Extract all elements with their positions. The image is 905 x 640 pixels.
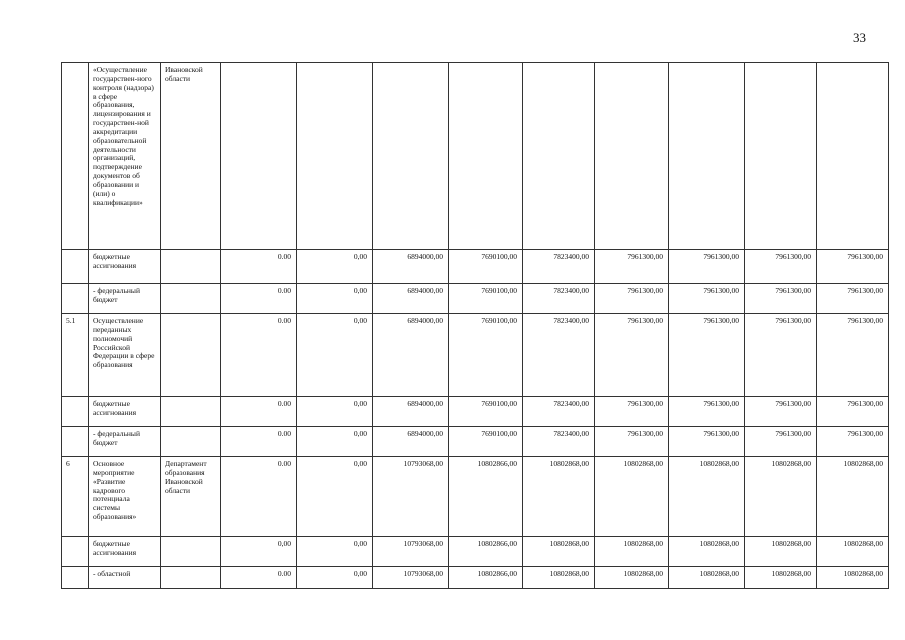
value-cell: 7961300,00 — [669, 397, 745, 427]
value-cell: 0.00 — [221, 250, 297, 284]
value-cell: 10802868,00 — [817, 567, 889, 589]
value-cell: 10802868,00 — [595, 457, 669, 537]
value-cell: 6894000,00 — [373, 427, 449, 457]
row-executor-cell — [161, 314, 221, 397]
row-name-cell: бюджетные ассигнования — [89, 537, 161, 567]
value-cell: 7961300,00 — [745, 314, 817, 397]
value-cell: 10802868,00 — [817, 537, 889, 567]
row-number-cell — [62, 427, 89, 457]
value-cell: 10802868,00 — [669, 537, 745, 567]
value-cell — [297, 63, 373, 250]
value-cell: 0,00 — [297, 427, 373, 457]
value-cell: 0,00 — [297, 250, 373, 284]
value-cell: 10802868,00 — [669, 567, 745, 589]
value-cell: 7961300,00 — [745, 427, 817, 457]
row-number-cell — [62, 284, 89, 314]
row-number-cell — [62, 63, 89, 250]
row-executor-cell: Департамент образования Ивановской области — [161, 457, 221, 537]
value-cell: 7961300,00 — [595, 314, 669, 397]
value-cell: 7823400,00 — [523, 397, 595, 427]
value-cell: 0.00 — [221, 567, 297, 589]
table-row — [62, 397, 889, 427]
value-cell: 0.00 — [221, 397, 297, 427]
row-name-cell: - федеральный бюджет — [89, 427, 161, 457]
value-cell: 6894000,00 — [373, 397, 449, 427]
row-name-cell: бюджетные ассигнования — [89, 250, 161, 284]
row-executor-cell — [161, 284, 221, 314]
value-cell: 0.00 — [221, 427, 297, 457]
row-number-cell — [62, 397, 89, 427]
value-cell: 0.00 — [221, 457, 297, 537]
value-cell: 10802866,00 — [449, 567, 523, 589]
value-cell — [817, 63, 889, 250]
value-cell: 10802868,00 — [595, 567, 669, 589]
value-cell: 7961300,00 — [817, 284, 889, 314]
value-cell: 7823400,00 — [523, 427, 595, 457]
row-name-cell: Осуществление переданных полномочий Российской Федерации в сфере образования — [89, 314, 161, 397]
page-number: 33 — [853, 30, 866, 45]
value-cell: 0.00 — [221, 284, 297, 314]
value-cell: 7961300,00 — [595, 284, 669, 314]
value-cell: 7823400,00 — [523, 284, 595, 314]
value-cell: 6894000,00 — [373, 250, 449, 284]
value-cell: 0,00 — [297, 314, 373, 397]
table-row — [62, 537, 889, 567]
value-cell: 7823400,00 — [523, 314, 595, 397]
value-cell — [669, 63, 745, 250]
table-row — [62, 427, 889, 457]
value-cell: 7961300,00 — [745, 397, 817, 427]
row-executor-cell — [161, 250, 221, 284]
value-cell: 10802868,00 — [745, 537, 817, 567]
value-cell: 0,00 — [297, 457, 373, 537]
value-cell: 10793068,00 — [373, 567, 449, 589]
value-cell: 7961300,00 — [817, 397, 889, 427]
value-cell: 6894000,00 — [373, 314, 449, 397]
value-cell: 10802868,00 — [523, 537, 595, 567]
row-executor-cell — [161, 427, 221, 457]
value-cell: 6894000,00 — [373, 284, 449, 314]
value-cell: 0,00 — [297, 537, 373, 567]
row-name-cell: «Осуществление государствен-ного контроля (надзора) в сфере образования, лицензирования и государствен-ной аккредитации образовательной деятельности организаций, подтверждение документов об образовании и (или) о квалификации» — [89, 63, 161, 250]
value-cell: 10802868,00 — [745, 567, 817, 589]
value-cell: 0,00 — [297, 284, 373, 314]
value-cell: 0,00 — [221, 537, 297, 567]
value-cell: 0.00 — [221, 314, 297, 397]
row-name-cell: - областной — [89, 567, 161, 589]
value-cell: 7961300,00 — [595, 250, 669, 284]
value-cell — [449, 63, 523, 250]
value-cell: 7961300,00 — [669, 284, 745, 314]
value-cell: 7961300,00 — [745, 284, 817, 314]
budget-table — [61, 62, 889, 589]
value-cell: 10802868,00 — [523, 567, 595, 589]
value-cell: 7961300,00 — [669, 250, 745, 284]
value-cell: 10802868,00 — [669, 457, 745, 537]
value-cell: 10802868,00 — [817, 457, 889, 537]
value-cell: 7961300,00 — [817, 427, 889, 457]
value-cell: 7961300,00 — [817, 314, 889, 397]
row-number-cell — [62, 250, 89, 284]
row-name-cell: бюджетные ассигнования — [89, 397, 161, 427]
value-cell: 7690100,00 — [449, 427, 523, 457]
table-row — [62, 567, 889, 589]
value-cell: 7690100,00 — [449, 397, 523, 427]
row-name-cell: Основное мероприятие «Развитие кадрового потенциала системы образования» — [89, 457, 161, 537]
value-cell: 10793068,00 — [373, 537, 449, 567]
row-number-cell — [62, 567, 89, 589]
table-body — [62, 63, 889, 589]
value-cell — [745, 63, 817, 250]
row-executor-cell — [161, 397, 221, 427]
value-cell: 10802868,00 — [523, 457, 595, 537]
value-cell: 7961300,00 — [669, 427, 745, 457]
value-cell: 10802868,00 — [595, 537, 669, 567]
value-cell: 0,00 — [297, 397, 373, 427]
value-cell: 7961300,00 — [745, 250, 817, 284]
row-name-cell: - федеральный бюджет — [89, 284, 161, 314]
value-cell: 10802868,00 — [745, 457, 817, 537]
row-executor-cell — [161, 567, 221, 589]
value-cell: 10793068,00 — [373, 457, 449, 537]
value-cell — [523, 63, 595, 250]
value-cell: 7690100,00 — [449, 314, 523, 397]
row-number-cell — [62, 537, 89, 567]
row-number-cell: 5.1 — [62, 314, 89, 397]
table-row — [62, 250, 889, 284]
value-cell: 7690100,00 — [449, 250, 523, 284]
value-cell — [595, 63, 669, 250]
row-number-cell: 6 — [62, 457, 89, 537]
value-cell — [221, 63, 297, 250]
value-cell: 0,00 — [297, 567, 373, 589]
value-cell: 7961300,00 — [595, 427, 669, 457]
row-executor-cell: Ивановской области — [161, 63, 221, 250]
value-cell: 7823400,00 — [523, 250, 595, 284]
value-cell — [373, 63, 449, 250]
table-row — [62, 457, 889, 537]
value-cell: 10802866,00 — [449, 537, 523, 567]
table-row — [62, 314, 889, 397]
value-cell: 7690100,00 — [449, 284, 523, 314]
value-cell: 7961300,00 — [817, 250, 889, 284]
row-executor-cell — [161, 537, 221, 567]
value-cell: 10802866,00 — [449, 457, 523, 537]
value-cell: 7961300,00 — [669, 314, 745, 397]
value-cell: 7961300,00 — [595, 397, 669, 427]
table-row — [62, 63, 889, 250]
table-row — [62, 284, 889, 314]
